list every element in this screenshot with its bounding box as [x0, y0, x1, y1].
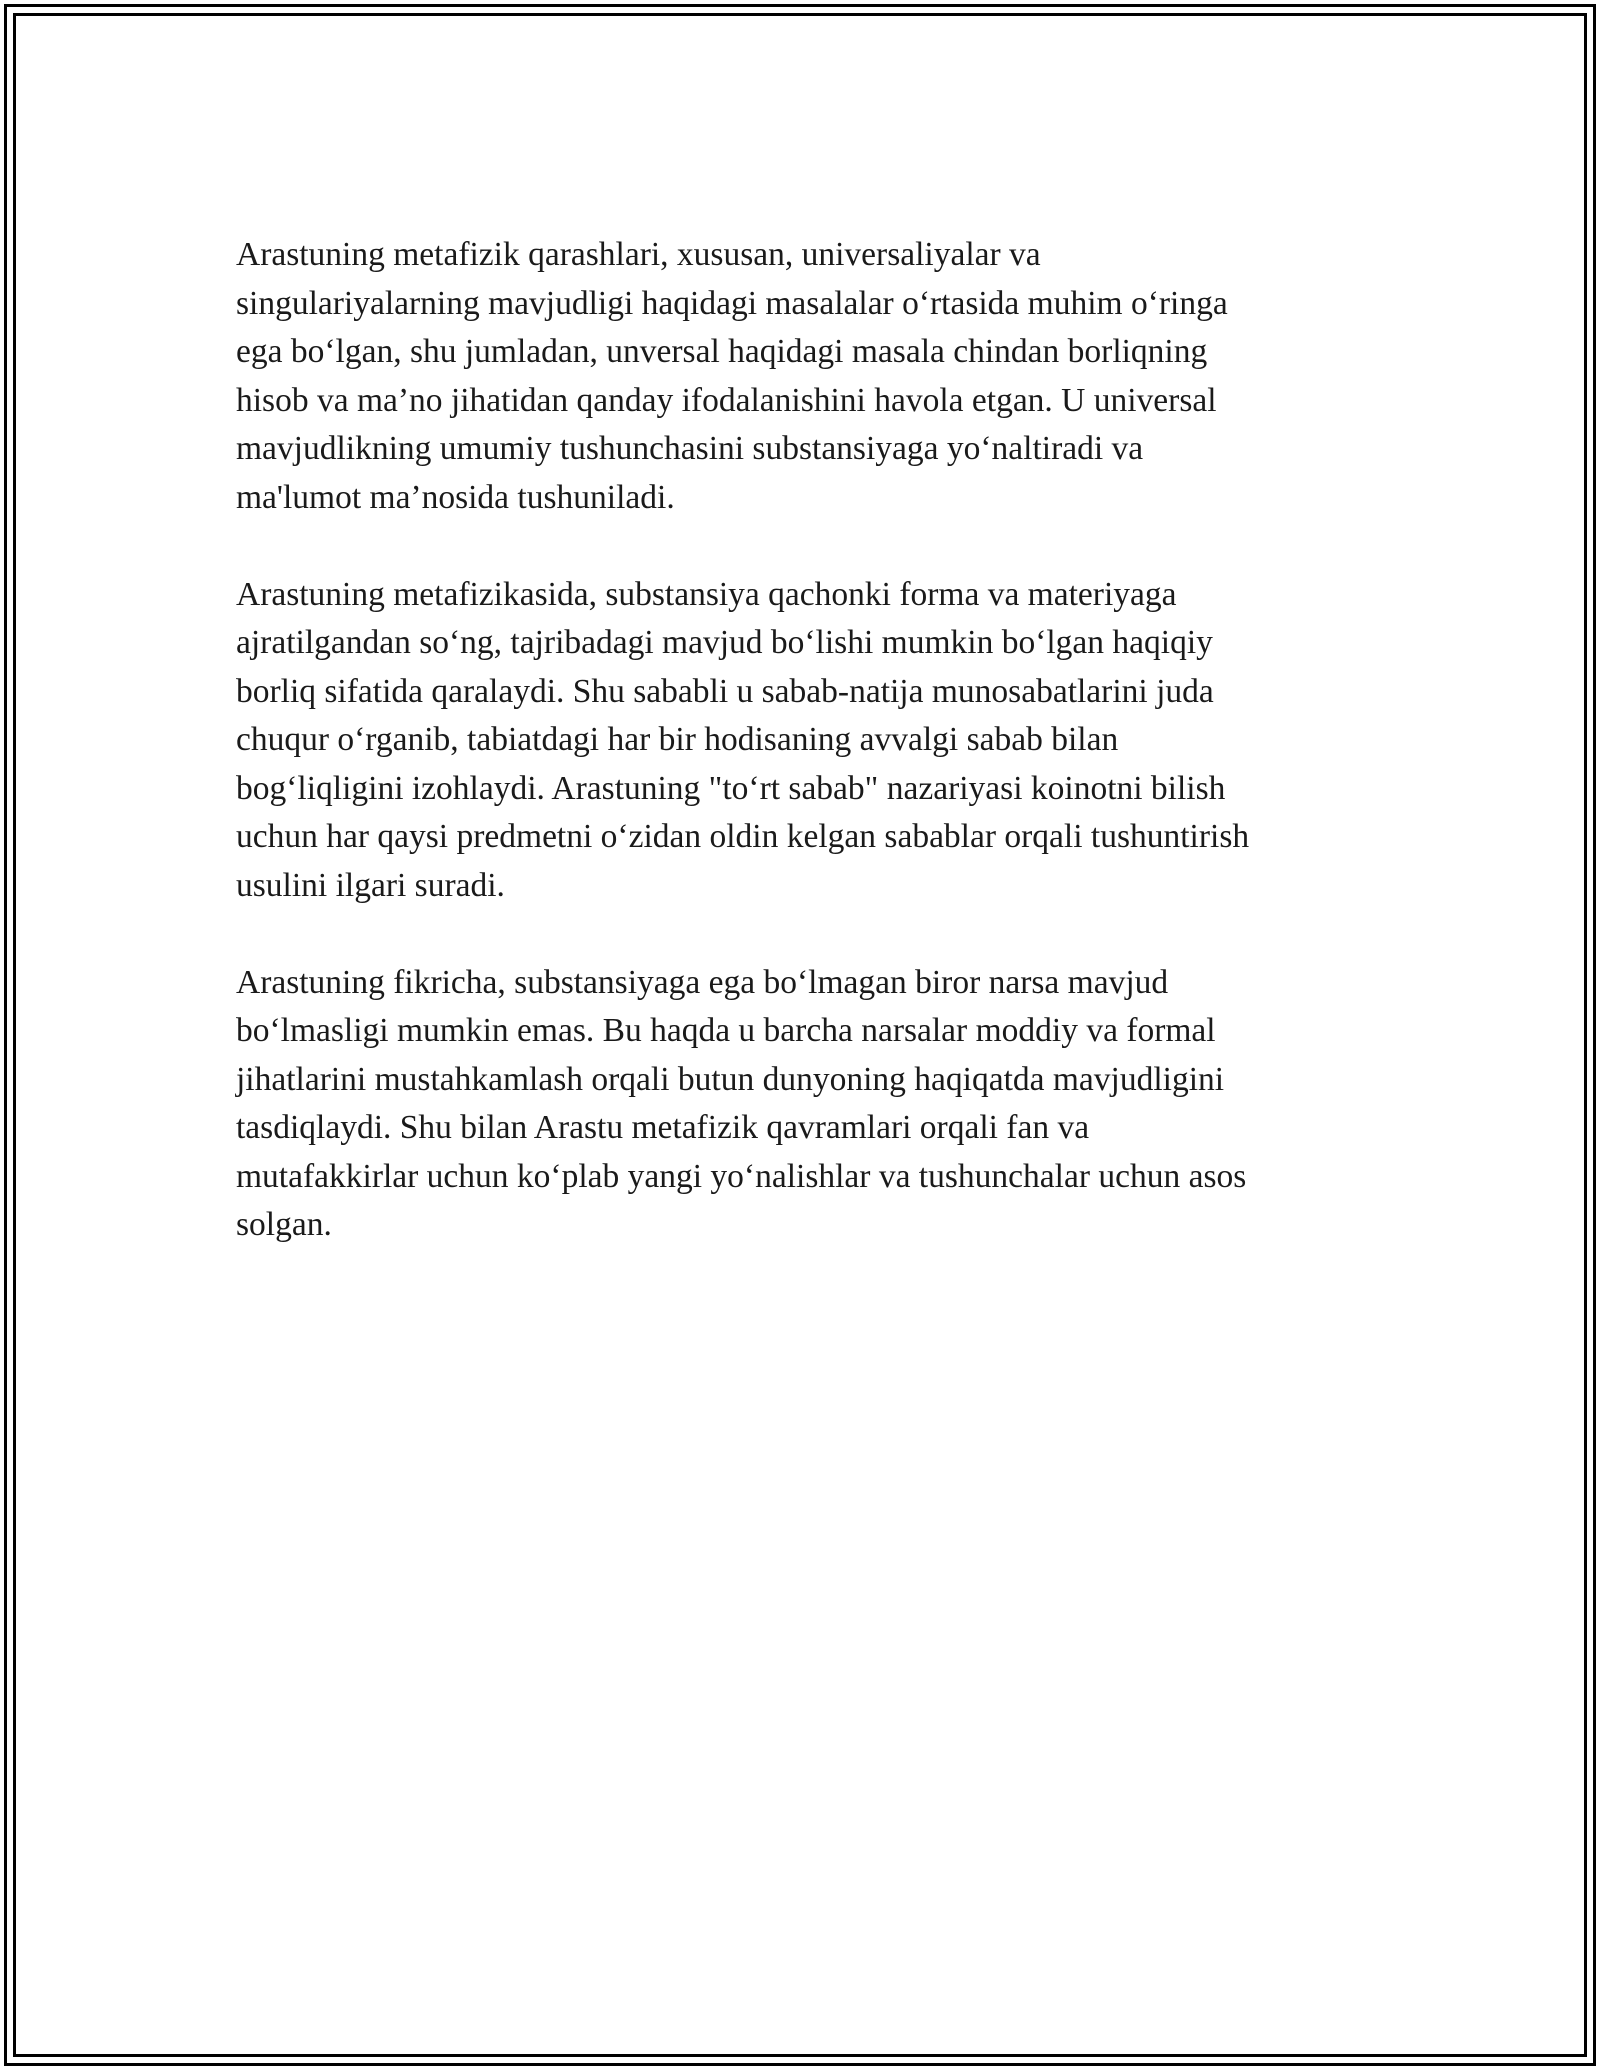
document-body [236, 231, 1366, 1298]
paragraph-line: uchun har qaysi predmetni o‘zidan oldin kelgan sabablar orqali tushuntirish [236, 818, 1250, 855]
paragraph-line: chuqur o‘rganib, tabiatdagi har bir hodisaning avvalgi sabab bilan [236, 721, 1119, 758]
paragraph-line: singulariyalarning mavjudligi haqidagi masalalar o‘rtasida muhim o‘ringa [236, 284, 1228, 322]
paragraph-line: tasdiqlaydi. Shu bilan Arastu metafizik qavramlari orqali fan va [236, 1109, 1090, 1146]
paragraph-line: bog‘liqligini izohlaydi. Arastuning "to‘rt sabab" nazariyasi koinotni bilish [236, 769, 1226, 807]
paragraph-3 [236, 959, 1366, 1250]
paragraph-line: mutafakkirlar uchun ko‘plab yangi yo‘nalishlar va tushunchalar uchun asos [236, 1157, 1247, 1195]
paragraph-line: ega bo‘lgan, shu jumladan, unversal haqidagi masala chindan borliqning [236, 333, 1208, 370]
paragraph-line: hisob va ma’no jihatidan qanday ifodalanishini havola etgan. U universal [236, 381, 1217, 419]
paragraph-2 [236, 571, 1366, 911]
paragraph-line: bo‘lmasligi mumkin emas. Bu haqda u barcha narsalar moddiy va formal [236, 1012, 1216, 1049]
paragraph-line: solgan. [236, 1206, 332, 1243]
paragraph-line: ajratilgandan so‘ng, tajribadagi mavjud bo‘lishi mumkin bo‘lgan haqiqiy [236, 624, 1213, 661]
paragraph-line: ma'lumot ma’nosida tushuniladi. [236, 478, 675, 516]
paragraph-line: mavjudlikning umumiy tushunchasini substansiyaga yo‘naltiradi va [236, 430, 1144, 467]
paragraph-line: Arastuning metafizik qarashlari, xususan, universaliyalar va [236, 236, 1041, 273]
paragraph-line: jihatlarini mustahkamlash orqali butun dunyoning haqiqatda mavjudligini [236, 1060, 1225, 1098]
paragraph-1 [236, 231, 1366, 522]
paragraph-line: Arastuning metafizikasida, substansiya qachonki forma va materiyaga [236, 575, 1177, 613]
paragraph-line: borliq sifatida qaralaydi. Shu sababli u sabab-natija munosabatlarini juda [236, 672, 1214, 710]
paragraph-line: usulini ilgari suradi. [236, 866, 505, 904]
paragraph-line: Arastuning fikricha, substansiyaga ega bo‘lmagan biror narsa mavjud [236, 963, 1169, 1001]
